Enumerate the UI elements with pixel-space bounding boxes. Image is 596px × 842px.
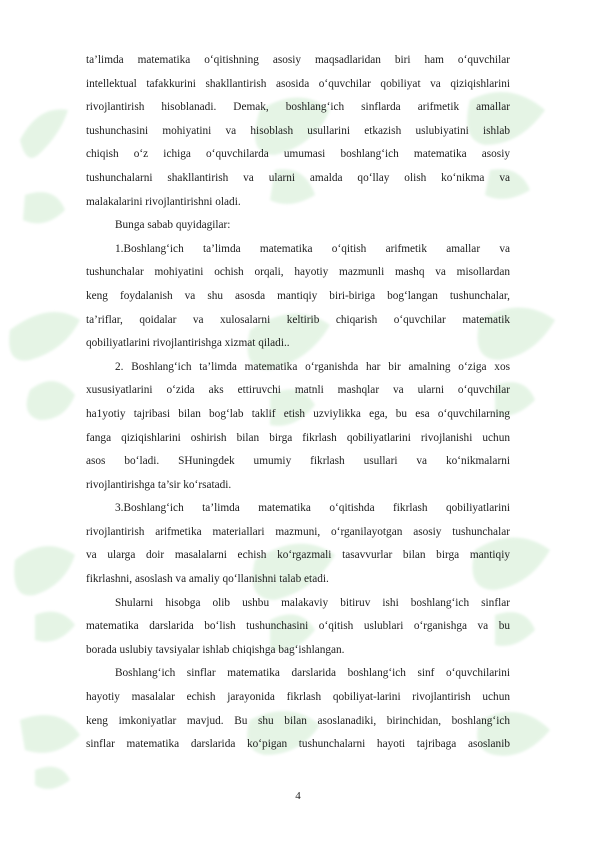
text-line: xususiyatlarini o‘zida aks ettiruvchi matnli mashqlar va ularni o‘quvchilar xyxy=(86,384,510,397)
text-line: tushunchasini mohiyatini va hisoblash usullarini etkazish uslubiyatini ishlab xyxy=(86,124,510,137)
text-line: intellektual tafakkurini shakllantirish asosida o‘quvchilar qobiliyat va qiziqishlarini xyxy=(86,77,510,90)
text-line: tushunchalarni shakllantirish va ularni amalda qo‘llay olish ko‘nikma va xyxy=(86,171,510,184)
text-line: tushunchalar mohiyatini ochish orqali, hayotiy mazmunli mashq va misollardan xyxy=(86,266,510,279)
text-line: malakalarini rivojlantirishni oladi. xyxy=(86,195,241,208)
text-line: keng imkoniyatlar mavjud. Bu shu bilan asoslanadiki, birinchidan, boshlang‘ich xyxy=(86,714,510,727)
text-line: rivojlantirish arifmetika materiallari mazmuni, o‘rganilayotgan asosiy tushunchalar xyxy=(86,525,510,538)
text-line: borada uslubiy tavsiyalar ishlab chiqishga bag‘ishlangan. xyxy=(86,643,345,656)
text-line: fikrlashni, asoslash va amaliy qo‘llanishni talab etadi. xyxy=(86,573,329,586)
text-line: rivojlantirishga ta’sir ko‘rsatadi. xyxy=(86,478,232,491)
text-line: ta’limda matematika o‘qitishning asosiy maqsadlaridan biri ham o‘quvchilar xyxy=(86,54,510,66)
text-line: rivojlantirish hisoblanadi. Demak, boshlang‘ich sinflarda arifmetik amallar xyxy=(86,101,510,114)
text-line: 1.Boshlang‘ich ta’limda matematika o‘qitish arifmetik amallar va xyxy=(115,242,510,255)
text-line: Bunga sabab quyidagilar: xyxy=(115,219,231,232)
text-line: keng foydalanish va shu asosda mantiqiy biri-biriga bog‘langan tushunchalar, xyxy=(86,289,510,302)
text-line: ha1yotiy tajribasi bilan bog‘lab taklif etish uzviylikka ega, bu esa o‘quvchilarning xyxy=(86,407,510,420)
page-number: 4 xyxy=(295,790,301,802)
text-line: 2. Boshlang‘ich ta’limda matematika o‘rganishda har bir amalning o‘ziga xos xyxy=(115,360,510,373)
text-line: matematika darslarida bo‘lish tushunchasini o‘qitish uslublari o‘rganishga va bu xyxy=(86,620,510,633)
text-line: asos bo‘ladi. SHuningdek umumiy fikrlash usullari va ko‘nikmalarni xyxy=(86,455,510,468)
text-line: 3.Boshlang‘ich ta’limda matematika o‘qitishda fikrlash qobiliyatlarini xyxy=(115,502,510,515)
page-body xyxy=(86,49,510,757)
text-line: hayotiy masalalar echish jarayonida fikrlash qobiliyat-larini rivojlantirish uchun xyxy=(86,691,510,704)
text-line: Shularni hisobga olib ushbu malakaviy bitiruv ishi boshlang‘ich sinflar xyxy=(115,596,510,609)
text-line: chiqish o‘z ichiga o‘quvchilarda umumasi boshlang‘ich matematika asosiy xyxy=(86,148,510,161)
text-line: fanga qiziqishlarini oshirish bilan birga fikrlash qobiliyatlarini rivojlanishi uchun xyxy=(86,431,510,444)
text-line: sinflar matematika darslarida ko‘pigan tushunchalarni hayoti tajribaga asoslanib xyxy=(86,738,510,751)
text-line: ta’riflar, qoidalar va xulosalarni keltirib chiqarish o‘quvchilar matematik xyxy=(86,313,510,326)
text-line: va ularga doir masalalarni echish ko‘rgazmali tasavvurlar bilan birga mantiqiy xyxy=(86,549,510,562)
text-line: qobiliyatlarini rivojlantirishga xizmat qiladi.. xyxy=(86,337,290,350)
text-line: Boshlang‘ich sinflar matematika darslarida boshlang‘ich sinf o‘quvchilarini xyxy=(115,667,510,680)
